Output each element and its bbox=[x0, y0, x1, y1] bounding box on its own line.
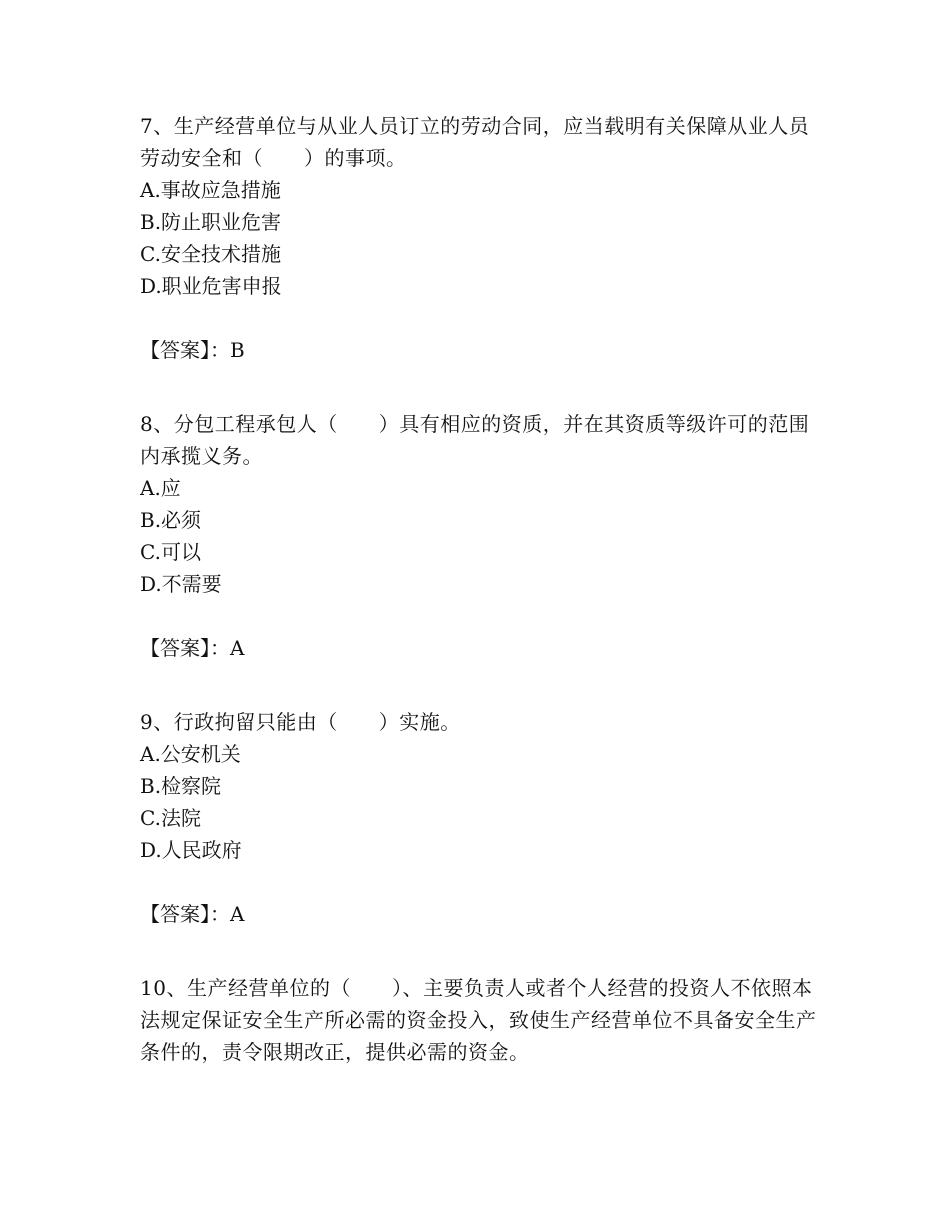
question-stem: 7、生产经营单位与从业人员订立的劳动合同，应当载明有关保障从业人员劳动安全和（ ）的事项。 bbox=[140, 114, 810, 170]
answer-label: 【答案】：B bbox=[140, 338, 245, 362]
question-10 bbox=[140, 972, 820, 1068]
option-d: D.人民政府 bbox=[140, 838, 242, 862]
spacer bbox=[140, 664, 820, 706]
option-d: D.不需要 bbox=[140, 572, 222, 596]
option-c: C.可以 bbox=[140, 540, 201, 564]
option-c: C.法院 bbox=[140, 806, 201, 830]
option-d: D.职业危害申报 bbox=[140, 274, 282, 298]
spacer bbox=[140, 366, 820, 408]
question-9 bbox=[140, 706, 820, 930]
option-a: A.应 bbox=[140, 476, 181, 500]
question-7 bbox=[140, 110, 820, 366]
option-b: B.防止职业危害 bbox=[140, 210, 282, 234]
option-a: A.事故应急措施 bbox=[140, 178, 281, 202]
question-stem: 8、分包工程承包人（ ）具有相应的资质，并在其资质等级许可的范围内承揽义务。 bbox=[140, 412, 810, 468]
spacer bbox=[140, 930, 820, 972]
option-b: B.必须 bbox=[140, 508, 202, 532]
answer-label: 【答案】：A bbox=[140, 636, 245, 660]
option-b: B.检察院 bbox=[140, 774, 222, 798]
question-stem: 9、行政拘留只能由（ ）实施。 bbox=[140, 710, 461, 734]
option-a: A.公安机关 bbox=[140, 742, 241, 766]
option-c: C.安全技术措施 bbox=[140, 242, 281, 266]
document-page bbox=[140, 110, 820, 1068]
question-8 bbox=[140, 408, 820, 664]
question-stem: 10、生产经营单位的（ ）、主要负责人或者个人经营的投资人不依照本法规定保证安全生产所必需的资金投入，致使生产经营单位不具备安全生产条件的，责令限期改正，提供必需的资金。 bbox=[140, 976, 817, 1064]
answer-label: 【答案】：A bbox=[140, 902, 245, 926]
